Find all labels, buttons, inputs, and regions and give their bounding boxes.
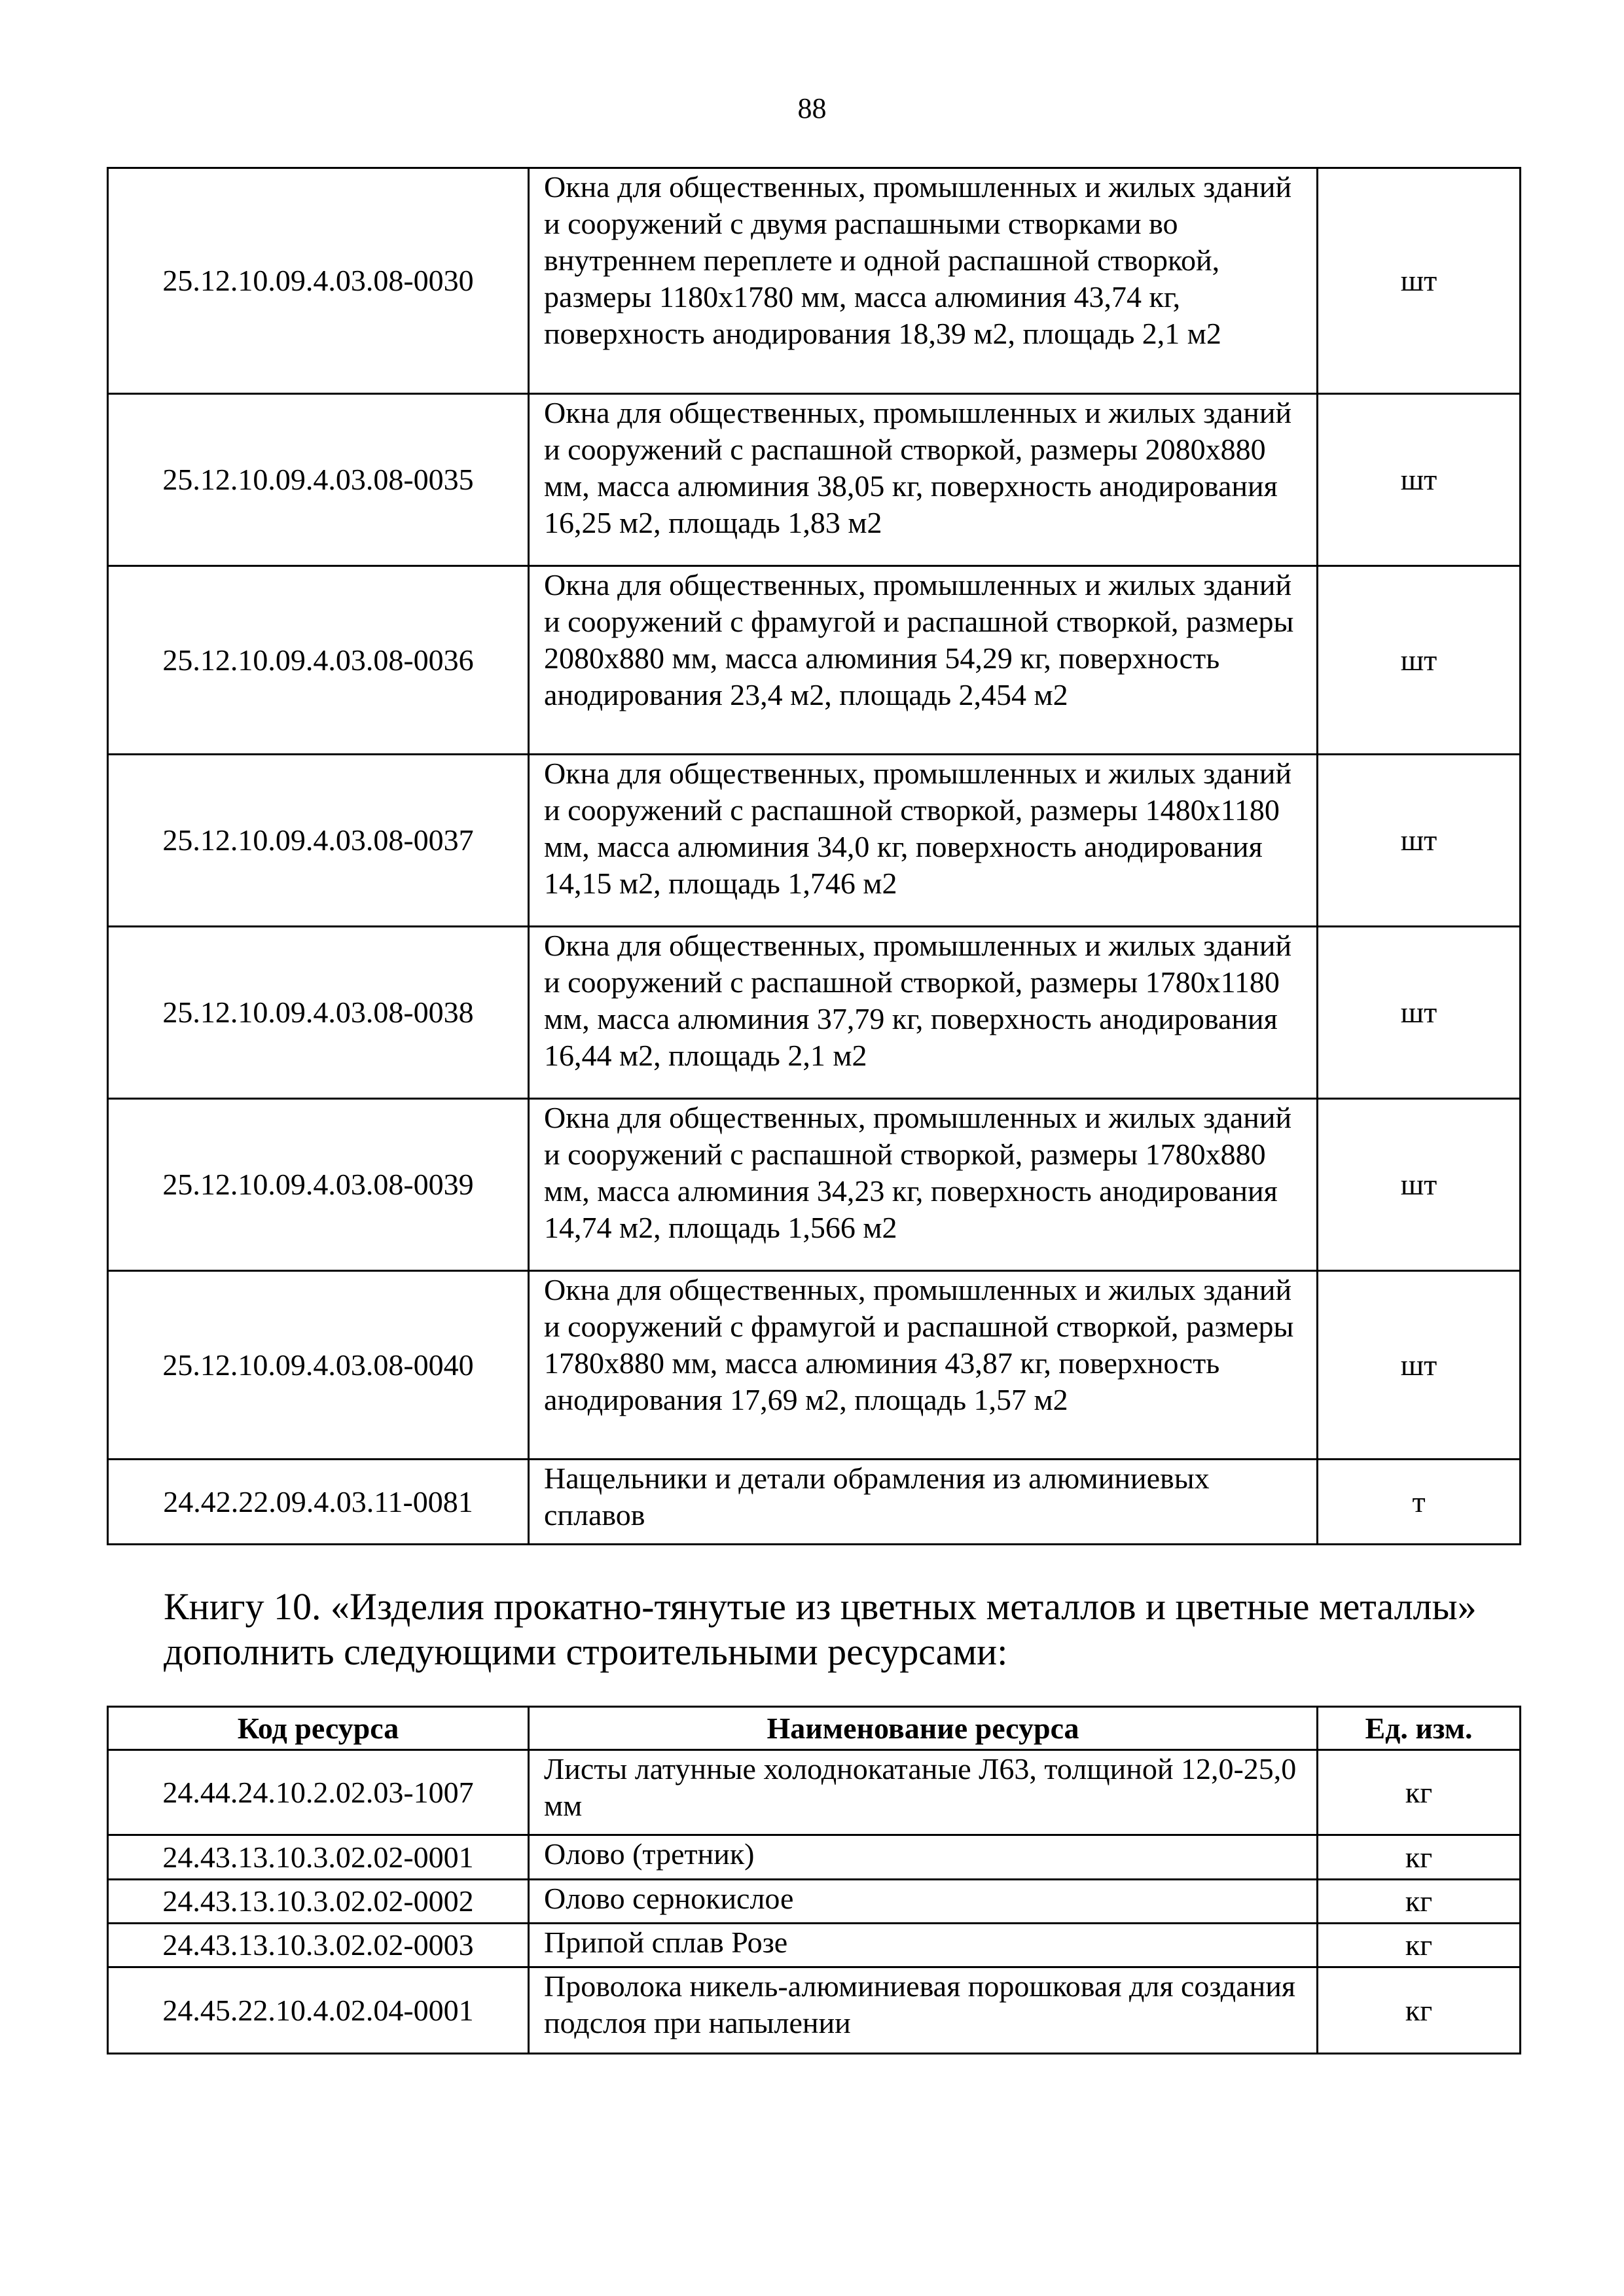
resource-unit: кг xyxy=(1318,1967,1521,2054)
resource-table-continued xyxy=(107,167,1521,1545)
resource-unit: шт xyxy=(1318,168,1521,394)
table-row xyxy=(108,927,1521,1099)
resource-name: Олово сернокислое xyxy=(529,1880,1318,1924)
table-row xyxy=(108,1880,1521,1924)
resource-code: 24.44.24.10.2.02.03-1007 xyxy=(108,1750,529,1835)
resource-name: Окна для общественных, промышленных и жилых зданий и сооружений с фрамугой и распашной створкой, размеры 2080x880 мм, масса алюминия 54,29 кг, поверхность анодирования 23,4 м2, площадь 2,454 м2 xyxy=(529,566,1318,755)
table-row xyxy=(108,1967,1521,2054)
resource-unit: шт xyxy=(1318,1271,1521,1460)
resource-table-book-10 xyxy=(107,1706,1521,2054)
resource-unit: кг xyxy=(1318,1880,1521,1924)
header-name: Наименование ресурса xyxy=(529,1707,1318,1750)
table-row xyxy=(108,1460,1521,1545)
resource-unit: шт xyxy=(1318,1099,1521,1271)
resource-name: Проволока никель-алюминиевая порошковая для создания подслоя при напылении xyxy=(529,1967,1318,2054)
resource-name: Окна для общественных, промышленных и жилых зданий и сооружений с распашной створкой, размеры 1480x1180 мм, масса алюминия 34,0 кг, поверхность анодирования 14,15 м2, площадь 1,746 м2 xyxy=(529,755,1318,927)
resource-unit: т xyxy=(1318,1460,1521,1545)
resource-unit: кг xyxy=(1318,1924,1521,1967)
book-10-heading: Книгу 10. «Изделия прокатно-тянутые из цветных металлов и цветные металлы» дополнить следующими строительными ресурсами: xyxy=(164,1585,1477,1673)
table-row xyxy=(108,394,1521,566)
resource-code: 25.12.10.09.4.03.08-0040 xyxy=(108,1271,529,1460)
table-header-row xyxy=(108,1707,1521,1750)
table-row xyxy=(108,1835,1521,1880)
table-row xyxy=(108,566,1521,755)
resource-name: Листы латунные холоднокатаные Л63, толщиной 12,0-25,0 мм xyxy=(529,1750,1318,1835)
resource-name: Окна для общественных, промышленных и жилых зданий и сооружений с распашной створкой, размеры 1780x1180 мм, масса алюминия 37,79 кг, поверхность анодирования 16,44 м2, площадь 2,1 м2 xyxy=(529,927,1318,1099)
resource-name: Припой сплав Розе xyxy=(529,1924,1318,1967)
page-number: 88 xyxy=(797,92,827,124)
resource-code: 25.12.10.09.4.03.08-0037 xyxy=(108,755,529,927)
resource-name: Нащельники и детали обрамления из алюминиевых сплавов xyxy=(529,1460,1318,1545)
resource-code: 25.12.10.09.4.03.08-0030 xyxy=(108,168,529,394)
resource-unit: шт xyxy=(1318,927,1521,1099)
resource-unit: шт xyxy=(1318,394,1521,566)
table-row xyxy=(108,1924,1521,1967)
table-row xyxy=(108,1099,1521,1271)
resource-unit: кг xyxy=(1318,1835,1521,1880)
table-row xyxy=(108,168,1521,394)
resource-code: 24.42.22.09.4.03.11-0081 xyxy=(108,1460,529,1545)
header-unit: Ед. изм. xyxy=(1318,1707,1521,1750)
table-row xyxy=(108,1271,1521,1460)
resource-code: 24.43.13.10.3.02.02-0002 xyxy=(108,1880,529,1924)
resource-code: 25.12.10.09.4.03.08-0039 xyxy=(108,1099,529,1271)
resource-name: Олово (третник) xyxy=(529,1835,1318,1880)
resource-unit: шт xyxy=(1318,755,1521,927)
resource-name: Окна для общественных, промышленных и жилых зданий и сооружений с распашной створкой, размеры 1780x880 мм, масса алюминия 34,23 кг, поверхность анодирования 14,74 м2, площадь 1,566 м2 xyxy=(529,1099,1318,1271)
resource-name: Окна для общественных, промышленных и жилых зданий и сооружений с распашной створкой, размеры 2080x880 мм, масса алюминия 38,05 кг, поверхность анодирования 16,25 м2, площадь 1,83 м2 xyxy=(529,394,1318,566)
resource-unit: шт xyxy=(1318,566,1521,755)
resource-code: 25.12.10.09.4.03.08-0036 xyxy=(108,566,529,755)
resource-code: 25.12.10.09.4.03.08-0038 xyxy=(108,927,529,1099)
resource-name: Окна для общественных, промышленных и жилых зданий и сооружений с фрамугой и распашной створкой, размеры 1780x880 мм, масса алюминия 43,87 кг, поверхность анодирования 17,69 м2, площадь 1,57 м2 xyxy=(529,1271,1318,1460)
resource-code: 24.43.13.10.3.02.02-0003 xyxy=(108,1924,529,1967)
resource-code: 24.43.13.10.3.02.02-0001 xyxy=(108,1835,529,1880)
resource-code: 24.45.22.10.4.02.04-0001 xyxy=(108,1967,529,2054)
resource-code: 25.12.10.09.4.03.08-0035 xyxy=(108,394,529,566)
header-code: Код ресурса xyxy=(108,1707,529,1750)
table-row xyxy=(108,755,1521,927)
resource-name: Окна для общественных, промышленных и жилых зданий и сооружений с двумя распашными створками во внутреннем переплете и одной распашной створкой, размеры 1180x1780 мм, масса алюминия 43,74 кг, поверхность анодирования 18,39 м2, площадь 2,1 м2 xyxy=(529,168,1318,394)
table-row xyxy=(108,1750,1521,1835)
resource-unit: кг xyxy=(1318,1750,1521,1835)
